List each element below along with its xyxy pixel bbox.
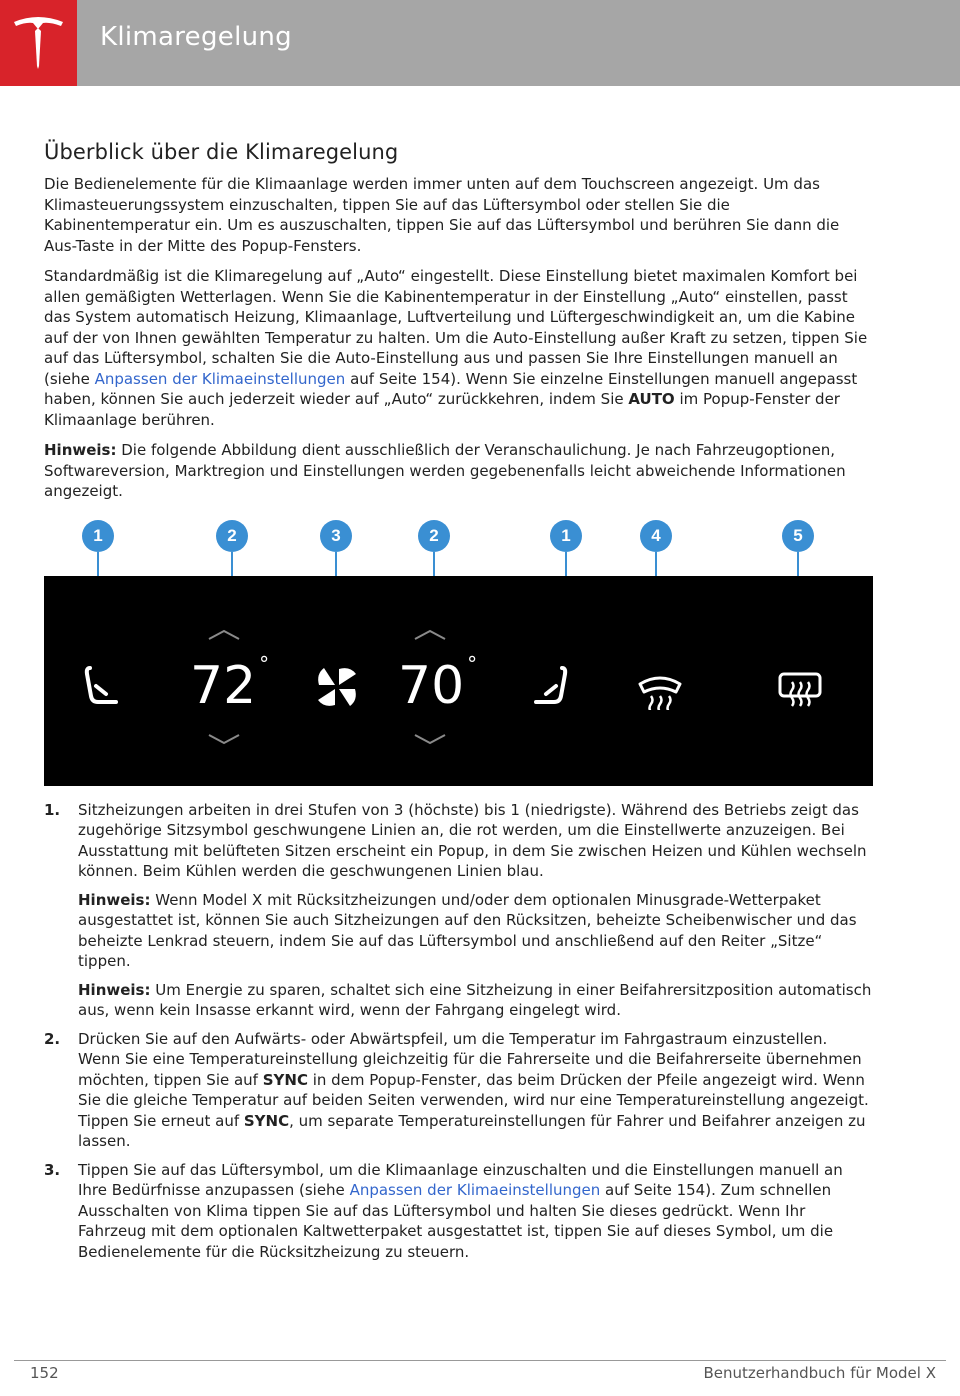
section-heading: Überblick über die Klimaregelung [44, 140, 399, 164]
temp-right-display[interactable]: 70 ° [398, 651, 478, 716]
temp-left-display[interactable]: 72 ° [190, 651, 270, 716]
chapter-title: Klimaregelung [100, 22, 292, 52]
main-content [44, 140, 874, 1270]
tesla-logo-icon [10, 14, 67, 72]
climate-settings-link[interactable]: Anpassen der Klimaeinstellungen [349, 1181, 601, 1199]
footer-divider [14, 1360, 946, 1361]
note-paragraph: Hinweis: Die folgende Abbildung dient ausschließlich der Veranschaulichung. Je nach Fahrzeugoptionen, Softwareversion, Marktregion und Einstellungen werden gegebenenfalls leicht abweichende Informationen angezeigt. [44, 441, 846, 500]
footer-title: Benutzerhandbuch für Model X [703, 1364, 936, 1382]
seat-heater-right-icon[interactable] [532, 664, 568, 708]
climate-settings-link[interactable]: Anpassen der Klimaeinstellungen [94, 369, 346, 388]
chevron-down-icon[interactable] [412, 732, 448, 746]
chevron-up-icon[interactable] [412, 628, 448, 642]
callout-seat-heater-left: 1 [82, 520, 114, 552]
touchscreen-climate-bar [44, 576, 873, 786]
fan-icon[interactable] [314, 664, 360, 710]
chevron-down-icon[interactable] [206, 732, 242, 746]
callout-rear-defrost: 5 [782, 520, 814, 552]
callout-front-defrost: 4 [640, 520, 672, 552]
list-item: 3. Tippen Sie auf das Lüftersymbol, um die Klimaanlage einzuschalten und die Einstellungen manuell an Ihre Bedürfnisse anzupassen (siehe Anpassen der Klimaeinstellungen auf Seite 154). Zum schnellen Ausschalten von Klima tippen Sie auf das Lüftersymbol und halten Sie dieses gedrückt. Wenn Ihr Fahrzeug mit dem optionalen Kaltwetterpaket ausgestattet ist, tippen Sie auf dieses Symbol, um die Bedienelemente für die Rücksitzheizung zu steuern. [44, 1160, 843, 1261]
list-item: 1. Sitzheizungen arbeiten in drei Stufen von 3 (höchste) bis 1 (niedrigste). Während des Betriebs zeigt das zugehörige Sitzsymbol geschwungene Linien an, die rot werden, um die Einstellwerte anzuzeigen. Bei Ausstattung mit belüfteten Sitzen erscheint ein Popup, in dem Sie zwischen Heizen und Kühlen wechseln können. Beim Kühlen werden die geschwungenen Linien blau. Hinweis: Wenn Model X mit Rücksitzheizungen und/oder dem optionalen Minusgrade-Wetterpaket ausgestattet ist, können Sie auch Sitzheizungen auf den Rücksitzen, beheizte Scheibenwischer und das beheizte Lenkrad steuern, indem Sie auf das Lüftersymbol und anschließend auf den Reiter „Sitze“ tippen. Hinweis: Um Energie zu sparen, schaltet sich eine Sitzheizung in einer Beifahrersitzposition automatisch aus, wenn kein Insasse erkannt wird, wenn der Fahrgang eingelegt wird. [44, 800, 874, 1021]
auto-paragraph: Standardmäßig ist die Klimaregelung auf „Auto“ eingestellt. Diese Einstellung bietet maximalen Komfort bei allen gemäßigten Wetterlagen. Wenn Sie die Kabinentemperatur in der Einstellung „Auto“ einstellen, passt das System automatisch Heizung, Klimaanlage, Luftverteilung und Lüftergeschwindigkeit an, um die Kabine auf der von Ihnen gewählten Temperatur zu halten. Um die Auto-Einstellung außer Kraft zu setzen, tippen Sie auf das Lüftersymbol, schalten Sie die Auto-Einstellung aus und passen Sie Ihre Einstellungen manuell an (siehe Anpassen der Klimaeinstellungen auf Seite 154). Wenn Sie einzelne Einstellungen manuell angepasst haben, können Sie auch jederzeit wieder auf „Auto“ zurückkehren, indem Sie AUTO im Popup-Fenster der Klimaanlage berühren. [44, 267, 868, 429]
climate-controls-figure [44, 520, 874, 786]
intro-paragraph: Die Bedienelemente für die Klimaanlage werden immer unten auf dem Touchscreen angezeigt. Um das Klimasteuerungssystem einzuschalten, tippen Sie auf das Lüftersymbol oder stellen Sie die Kabinentemperatur ein. Um es auszuschalten, tippen Sie auf das Lüftersymbol und berühren Sie dann die Aus-Taste in der Mitte des Popup-Fensters. [44, 175, 840, 255]
seat-heater-left-icon[interactable] [84, 664, 120, 708]
page-number: 152 [30, 1364, 59, 1382]
page-header [0, 0, 960, 86]
logo-box [0, 0, 77, 86]
note-paragraph: Hinweis: Um Energie zu sparen, schaltet sich eine Sitzheizung in einer Beifahrersitzposition automatisch aus, wenn kein Insasse erkannt wird, wenn der Fahrgang eingelegt wird. [78, 980, 872, 1019]
callout-temp-right: 2 [418, 520, 450, 552]
rear-defrost-icon[interactable] [776, 670, 824, 710]
callout-seat-heater-right: 1 [550, 520, 582, 552]
front-defrost-icon[interactable] [636, 670, 684, 710]
note-paragraph: Hinweis: Wenn Model X mit Rücksitzheizungen und/oder dem optionalen Minusgrade-Wetterpaket ausgestattet ist, können Sie auch Sitzheizungen auf den Rücksitzen, beheizte Scheibenwischer und das beheizte Lenkrad steuern, indem Sie auf das Lüftersymbol und anschließend auf den Reiter „Sitze“ tippen. [78, 890, 857, 970]
callout-temp-left: 2 [216, 520, 248, 552]
list-item: 2. Drücken Sie auf den Aufwärts- oder Abwärtspfeil, um die Temperatur im Fahrgastraum einzustellen. Wenn Sie eine Temperatureinstellung gleichzeitig für die Fahrerseite und die Beifahrerseite übernehmen möchten, tippen Sie auf SYNC in dem Popup-Fenster, das beim Drücken der Pfeile angezeigt wird. Wenn Sie die gleiche Temperatur auf beiden Seiten verwenden, wird nur eine Temperatureinstellung angezeigt. Tippen Sie erneut auf SYNC, um separate Temperatureinstellungen für Fahrer und Beifahrer anzeigen zu lassen. [44, 1029, 869, 1150]
numbered-list [44, 800, 874, 1263]
callout-fan: 3 [320, 520, 352, 552]
chevron-up-icon[interactable] [206, 628, 242, 642]
